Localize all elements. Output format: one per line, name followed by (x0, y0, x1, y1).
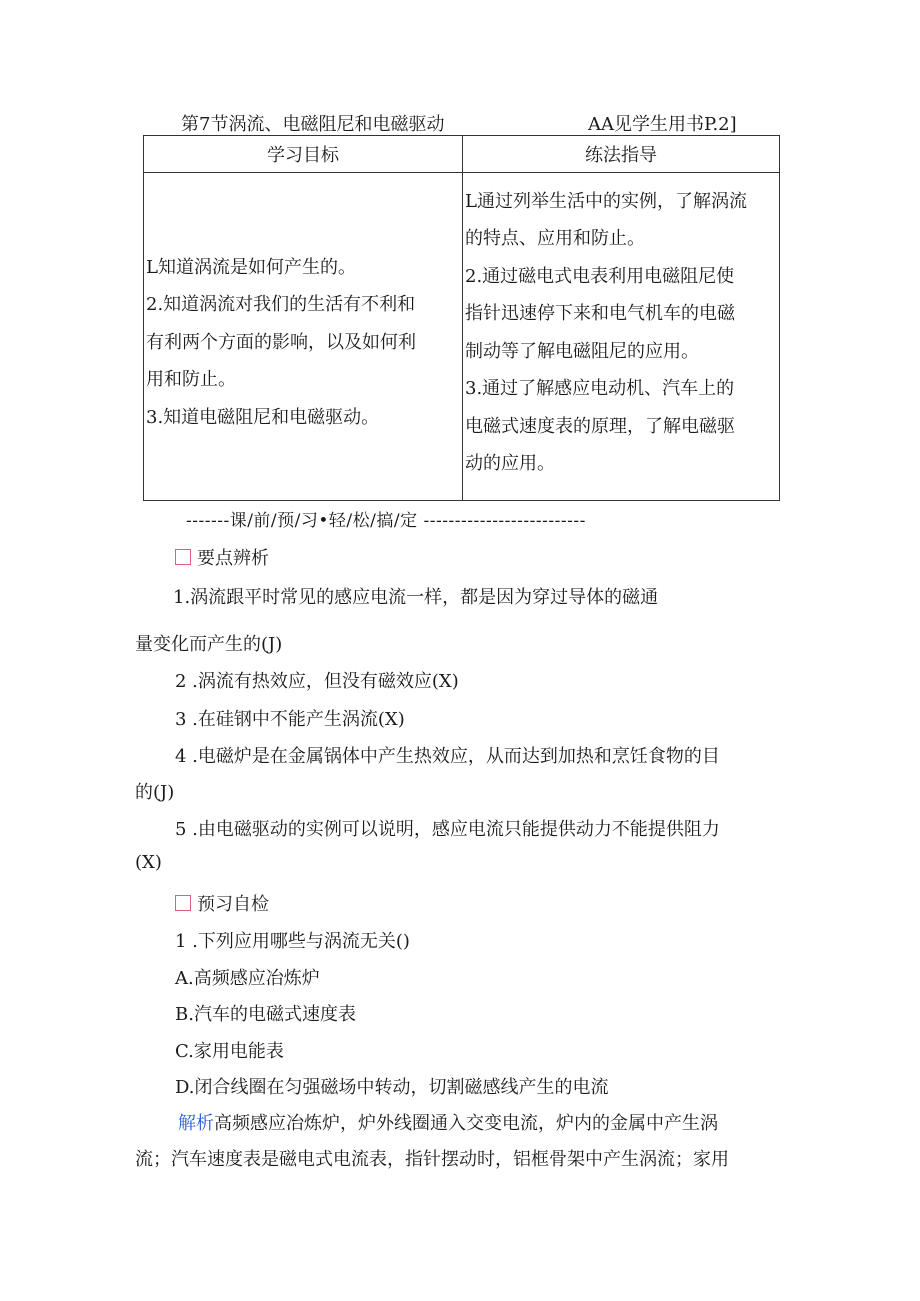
analysis-label: 解析 (178, 1113, 214, 1134)
checkbox-icon (175, 549, 191, 565)
key-point-1-line1: 1.涡流跟平时常见的感应电流一样，都是因为穿过导体的磁通 (173, 587, 659, 608)
question: 1 .下列应用哪些与涡流无关() (175, 931, 410, 952)
learning-goals-cell (144, 173, 463, 501)
practice-guide-line: 动的应用。 (465, 453, 555, 474)
lesson-title: 第7节涡流、电磁阻尼和电磁驱动 (181, 114, 445, 135)
key-point-4-line1: 4 .电磁炉是在金属锅体中产生热效应，从而达到加热和烹饪食物的目 (175, 746, 720, 767)
header-learning-goals: 学习目标 (144, 136, 463, 173)
learning-goal-line: 用和防止。 (146, 369, 236, 391)
practice-guide-line: 2.通过磁电式电表利用电磁阻尼使 (465, 265, 735, 287)
key-point-5-line1: 5 .由电磁驱动的实例可以说明，感应电流只能提供动力不能提供阻力 (175, 819, 720, 840)
book-reference: AA见学生用书P.2] (588, 114, 737, 135)
option-a: A.高频感应冶炼炉 (175, 968, 320, 989)
analysis-line1: 解析高频感应冶炼炉，炉外线圈通入交变电流，炉内的金属中产生涡 (178, 1113, 718, 1134)
practice-guide-line: 制动等了解电磁阻尼的应用。 (465, 340, 699, 362)
option-b: B.汽车的电磁式速度表 (175, 1004, 356, 1025)
option-d: D.闭合线圈在匀强磁场中转动，切割磁感线产生的电流 (175, 1077, 609, 1098)
practice-guide-line: 电磁式速度表的原理，了解电磁驱 (465, 415, 735, 437)
analysis-line2: 流；汽车速度表是磁电式电流表，指针摆动时，铝框骨架中产生涡流；家用 (135, 1149, 729, 1170)
checkbox-icon (175, 895, 191, 911)
learning-goal-line: 2.知道涡流对我们的生活有不利和 (146, 294, 416, 316)
practice-guide-line: L通过列举生活中的实例，了解涡流 (465, 190, 747, 212)
section-divider: -------课/前/预/习•轻/松/搞/定 -------------------------- (186, 511, 586, 531)
practice-guide-cell (463, 173, 780, 501)
learning-goal-line: 有利两个方面的影响，以及如何利 (146, 331, 416, 353)
key-point-4-line2: 的(J) (135, 782, 175, 803)
practice-guide-line: 指针迅速停下来和电气机车的电磁 (465, 303, 735, 324)
learning-goal-line: 3.知道电磁阻尼和电磁驱动。 (146, 406, 380, 428)
practice-guide-line: 的特点、应用和防止。 (465, 228, 645, 249)
self-check-heading: 预习自检 (175, 890, 269, 916)
key-point-5-line2: (X) (135, 852, 162, 873)
key-points-heading: 要点辨析 (175, 544, 269, 570)
key-point-3: 3 .在硅钢中不能产生涡流(X) (175, 709, 405, 730)
key-point-1-line2: 量变化而产生的(J) (135, 634, 283, 655)
practice-guide-line: 3.通过了解感应电动机、汽车上的 (465, 378, 735, 399)
option-c: C.家用电能表 (175, 1041, 284, 1062)
goals-table (143, 135, 780, 501)
key-point-2: 2 .涡流有热效应，但没有磁效应(X) (175, 671, 459, 692)
header-practice-guide: 练法指导 (463, 136, 780, 173)
learning-goal-line: L知道涡流是如何产生的。 (146, 256, 356, 278)
